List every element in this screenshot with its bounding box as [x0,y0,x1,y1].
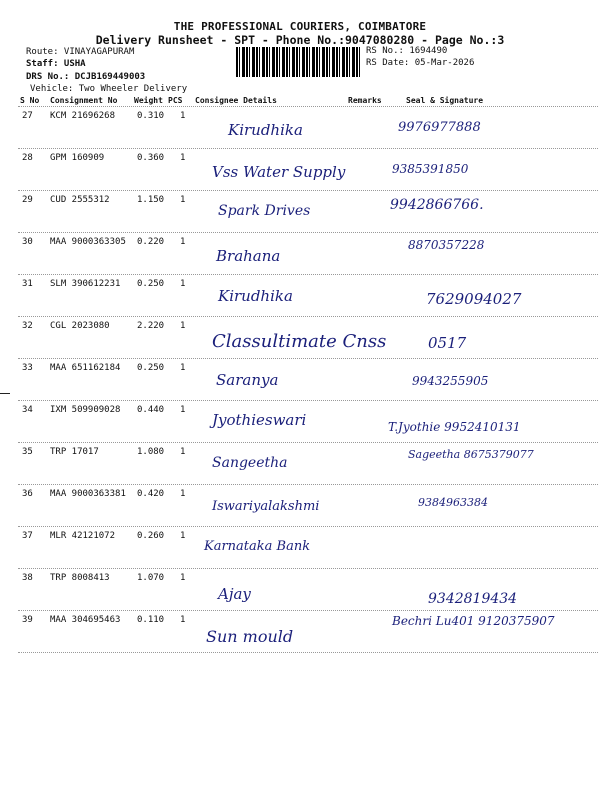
pieces-count: 1 [180,573,186,583]
col-sno: S No [20,96,40,105]
table-row [0,359,600,400]
consignee-name: Ajay [218,585,251,603]
recipient-signature: Bechri Lu401 9120375907 [392,614,555,628]
serial-number: 31 [22,279,33,289]
consignment-number: IXM 509909028 [50,405,121,415]
pieces-count: 1 [180,447,186,457]
consignment-number: MAA 304695463 [50,615,121,625]
weight-value: 0.360 [137,153,165,163]
table-row [0,275,600,316]
col-remarks: Remarks [348,96,382,105]
consignee-name: Sangeetha [212,455,288,471]
serial-number: 30 [22,237,33,247]
serial-number: 36 [22,489,33,499]
recipient-signature: 9385391850 [392,162,469,176]
weight-value: 0.260 [137,531,165,541]
table-row [0,401,600,442]
weight-value: 0.310 [137,111,165,121]
col-consignment: Consignment No [50,96,118,105]
recipient-signature: 9342819434 [428,591,518,607]
pieces-count: 1 [180,195,186,205]
serial-number: 27 [22,111,33,121]
barcode [236,47,362,77]
rs-number: RS No.: 1694490 [366,46,448,56]
pieces-count: 1 [180,153,186,163]
recipient-signature: 9976977888 [398,120,481,135]
table-row [0,527,600,568]
recipient-signature: Sageetha 8675379077 [408,448,534,461]
col-weight: Weight [134,96,163,105]
table-row [0,485,600,526]
pieces-count: 1 [180,237,186,247]
consignment-number: CUD 2555312 [50,195,110,205]
consignment-number: MLR 42121072 [50,531,116,541]
consignment-number: TRP 8008413 [50,573,110,583]
consignee-name: Saranya [216,371,279,389]
consignee-name: Kirudhika [228,121,303,139]
consignment-number: KCM 21696268 [50,111,116,121]
pieces-count: 1 [180,279,186,289]
recipient-signature: T.Jyothie 9952410131 [388,420,521,434]
pieces-count: 1 [180,489,186,499]
weight-value: 0.220 [137,237,165,247]
recipient-signature: 9942866766. [390,197,484,213]
consignee-name: Spark Drives [218,203,311,219]
runsheet-subtitle: Delivery Runsheet - SPT - Phone No.:9047080280 - Page No.:3 [95,33,505,47]
consignee-name: Kirudhika [218,287,293,305]
serial-number: 33 [22,363,33,373]
consignment-number: MAA 9000363305 [50,237,126,247]
serial-number: 37 [22,531,33,541]
consignment-number: TRP 17017 [50,447,99,457]
recipient-signature: 0517 [428,334,467,352]
consignee-name: Iswariyalakshmi [212,499,320,514]
consignee-name: Classultimate Cnss [212,331,387,352]
table-row [0,317,600,358]
weight-value: 1.150 [137,195,165,205]
staff-label: Staff: USHA [26,59,86,69]
serial-number: 32 [22,321,33,331]
consignee-name: Jyothieswari [212,411,307,429]
weight-value: 0.420 [137,489,165,499]
col-seal: Seal & Signature [406,96,484,105]
consignment-number: MAA 651162184 [50,363,121,373]
serial-number: 39 [22,615,33,625]
consignment-number: GPM 160909 [50,153,105,163]
pieces-count: 1 [180,111,186,121]
col-consignee: Consignee Details [195,96,277,105]
consignee-name: Sun mould [206,627,294,646]
pieces-count: 1 [180,363,186,373]
recipient-signature: 9943255905 [412,374,489,388]
serial-number: 38 [22,573,33,583]
table-row [0,149,600,190]
recipient-signature: 7629094027 [426,290,522,308]
serial-number: 35 [22,447,33,457]
weight-value: 1.070 [137,573,165,583]
col-pcs: PCS [168,96,183,105]
consignment-number: MAA 9000363381 [50,489,126,499]
pieces-count: 1 [180,321,186,331]
pieces-count: 1 [180,531,186,541]
recipient-signature: 8870357228 [408,238,485,252]
table-row [0,107,600,148]
table-row [0,611,600,652]
table-row [0,569,600,610]
table-row [0,191,600,232]
pieces-count: 1 [180,615,186,625]
serial-number: 28 [22,153,33,163]
consignment-number: SLM 390612231 [50,279,121,289]
table-row [0,443,600,484]
weight-value: 0.440 [137,405,165,415]
weight-value: 0.250 [137,363,165,373]
route-label: Route: VINAYAGAPURAM [26,47,135,57]
rs-date: RS Date: 05-Mar-2026 [366,58,475,68]
pieces-count: 1 [180,405,186,415]
weight-value: 0.110 [137,615,165,625]
recipient-signature: 9384963384 [418,496,488,509]
vehicle-label: Vehicle: Two Wheeler Delivery [30,84,188,94]
weight-value: 0.250 [137,279,165,289]
consignee-name: Karnataka Bank [204,539,311,554]
consignee-name: Vss Water Supply [212,163,346,181]
serial-number: 29 [22,195,33,205]
weight-value: 2.220 [137,321,165,331]
serial-number: 34 [22,405,33,415]
company-title: THE PROFESSIONAL COURIERS, COIMBATORE [173,20,427,33]
table-row [0,233,600,274]
consignment-number: CGL 2023080 [50,321,110,331]
row-divider [18,652,598,653]
consignee-name: Brahana [216,247,281,265]
weight-value: 1.080 [137,447,165,457]
drs-number: DRS No.: DCJB169449003 [26,72,146,82]
